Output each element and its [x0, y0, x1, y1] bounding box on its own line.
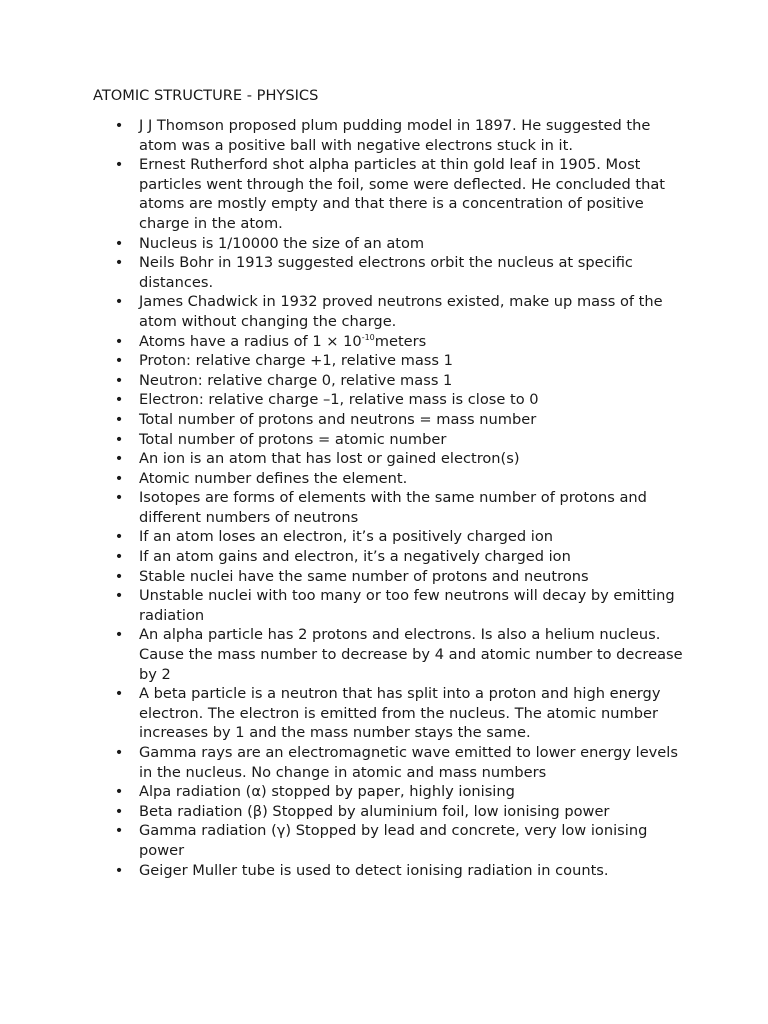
- bullet-item: [0, 371, 684, 391]
- bullet-point-icon: •: [114, 822, 124, 840]
- bullet-text: Isotopes are forms of elements with the same number of protons and different numbers of neutrons: [139, 489, 647, 526]
- bullet-point-icon: •: [114, 254, 124, 272]
- bullet-item: [0, 292, 684, 331]
- bullet-point-icon: •: [114, 744, 124, 761]
- bullet-text: Neutron: relative charge 0, relative mass 1: [139, 371, 453, 389]
- bullet-item: [0, 449, 684, 469]
- bullet-point-icon: •: [114, 685, 124, 703]
- bullet-item: [0, 430, 684, 450]
- bullet-text: Geiger Muller tube is used to detect ionising radiation in counts.: [139, 861, 609, 879]
- bullet-item: [0, 684, 684, 743]
- bullet-point-icon: •: [114, 156, 124, 174]
- bullet-item: [0, 586, 684, 625]
- bullet-text: If an atom gains and electron, it’s a negatively charged ion: [139, 548, 571, 566]
- bullet-point-icon: •: [114, 117, 124, 134]
- bullet-item: [0, 743, 684, 782]
- bullet-text: Stable nuclei have the same number of protons and neutrons: [139, 567, 589, 585]
- bullet-text: Electron: relative charge –1, relative mass is close to 0: [139, 391, 539, 409]
- bullet-text: Gamma rays are an electromagnetic wave emitted to lower energy levels in the nucleus. No change in atomic and mass numbers: [139, 744, 678, 781]
- bullet-text: Nucleus is 1/10000 the size of an atom: [139, 234, 425, 252]
- bullet-item: [0, 547, 684, 567]
- bullet-item: [0, 351, 684, 371]
- bullet-item: [0, 821, 684, 860]
- bullet-point-icon: •: [114, 626, 124, 644]
- bullet-point-icon: •: [114, 489, 124, 507]
- bullet-point-icon: •: [114, 391, 124, 409]
- bullet-item: [0, 488, 684, 527]
- bullet-item: [0, 390, 684, 410]
- bullet-point-icon: •: [114, 861, 124, 879]
- bullet-item: [0, 234, 684, 254]
- bullet-text: Atomic number defines the element.: [139, 469, 408, 487]
- bullet-point-icon: •: [114, 410, 124, 428]
- bullet-text: Total number of protons and neutrons = mass number: [139, 410, 537, 428]
- bullet-point-icon: •: [114, 783, 124, 801]
- bullet-point-icon: •: [114, 469, 124, 487]
- bullet-point-icon: •: [114, 352, 124, 370]
- bullet-item: [0, 625, 684, 684]
- page-title: ATOMIC STRUCTURE - PHYSICS: [93, 87, 319, 104]
- bullet-point-icon: •: [114, 450, 124, 468]
- bullet-point-icon: •: [114, 587, 124, 605]
- bullet-item: [0, 861, 684, 881]
- bullet-item: [0, 527, 684, 547]
- bullet-item: [0, 155, 684, 233]
- bullet-list: [0, 116, 700, 880]
- bullet-text: J J Thomson proposed plum pudding model in 1897. He suggested the atom was a positive ball with negative electrons stuck in it.: [139, 117, 651, 154]
- bullet-text: Unstable nuclei with too many or too few neutrons will decay by emitting radiation: [139, 587, 675, 624]
- bullet-text: An alpha particle has 2 protons and electrons. Is also a helium nucleus. Cause the mass number to decrease by 4 and atomic number to decrease by 2: [139, 626, 683, 683]
- bullet-point-icon: •: [114, 567, 124, 585]
- bullet-item: [0, 802, 684, 822]
- bullet-point-icon: •: [114, 802, 124, 820]
- bullet-text: James Chadwick in 1932 proved neutrons existed, make up mass of the atom without changing the charge.: [139, 293, 663, 330]
- bullet-item: [0, 567, 684, 587]
- bullet-item: [0, 253, 684, 292]
- bullet-point-icon: •: [114, 293, 124, 311]
- bullet-text: Neils Bohr in 1913 suggested electrons orbit the nucleus at specific distances.: [139, 254, 633, 291]
- bullet-point-icon: •: [114, 234, 124, 252]
- bullet-text: If an atom loses an electron, it’s a positively charged ion: [139, 528, 554, 546]
- bullet-text: Alpa radiation (α) stopped by paper, highly ionising: [139, 783, 515, 801]
- bullet-text: Beta radiation (β) Stopped by aluminium foil, low ionising power: [139, 802, 610, 820]
- bullet-text: Proton: relative charge +1, relative mass 1: [139, 352, 453, 370]
- bullet-text: An ion is an atom that has lost or gained electron(s): [139, 450, 520, 468]
- bullet-point-icon: •: [114, 548, 124, 566]
- radius-exponent: -10: [361, 332, 375, 342]
- bullet-item: [0, 410, 684, 430]
- bullet-point-icon: •: [114, 371, 124, 389]
- bullet-text: Total number of protons = atomic number: [139, 430, 447, 448]
- bullet-text: [139, 333, 426, 350]
- bullet-item: [0, 782, 684, 802]
- bullet-point-icon: •: [114, 528, 124, 546]
- bullet-point-icon: •: [114, 332, 124, 350]
- radius-suffix: meters: [374, 332, 427, 350]
- bullet-item: [0, 332, 684, 352]
- bullet-item: [0, 469, 684, 489]
- bullet-item: [0, 116, 684, 155]
- radius-prefix: Atoms have a radius of 1 × 10: [139, 332, 362, 350]
- bullet-point-icon: •: [114, 430, 124, 448]
- bullet-text: A beta particle is a neutron that has split into a proton and high energy electron. The electron is emitted from the nucleus. The atomic number increases by 1 and the mass number stays the same.: [139, 685, 661, 742]
- bullet-text: Gamma radiation (γ) Stopped by lead and concrete, very low ionising power: [139, 822, 648, 859]
- bullet-text: Ernest Rutherford shot alpha particles at thin gold leaf in 1905. Most particles went through the foil, some were deflected. He concluded that atoms are mostly empty and that there is a concentration of positive charge in the atom.: [139, 156, 665, 232]
